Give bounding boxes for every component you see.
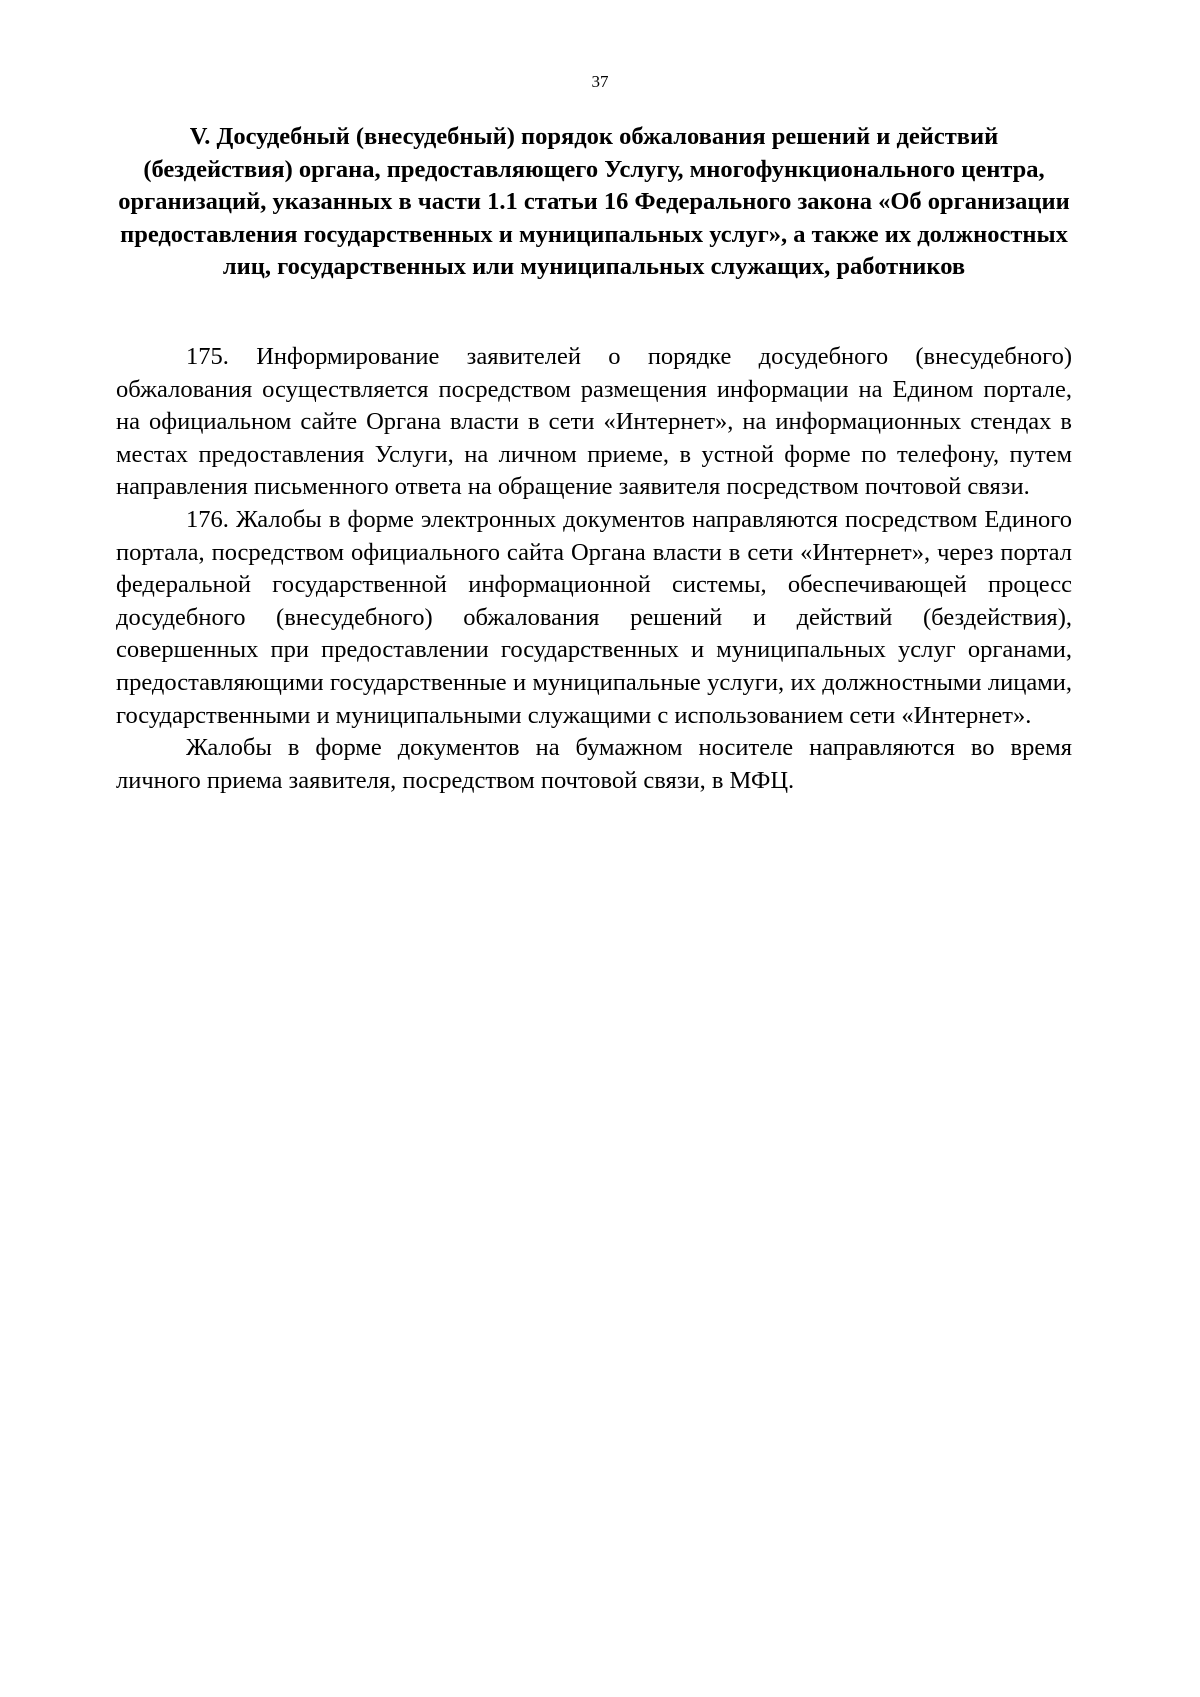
- paragraph-paper-complaints: Жалобы в форме документов на бумажном носителе направляются во время личного приема заявителя, посредством почтовой связи, в МФЦ.: [116, 734, 1072, 794]
- page-number: 37: [591, 72, 609, 91]
- section-heading: V. Досудебный (внесудебный) порядок обжалования решений и действий (бездействия) органа, предоставляющего Услугу, многофункционального центра, организаций, указанных в части 1.1 статьи 16 Федерального закона «Об организации предоставления государственных и муниципальных услуг», а также их должностных лиц, государственных или муниципальных служащих, работников: [118, 123, 1070, 280]
- document-body: [116, 341, 1072, 797]
- paragraph-176: 176. Жалобы в форме электронных документов направляются посредством Единого портала, посредством официального сайта Органа власти в сети «Интернет», через портал федеральной государственной информационной системы, обеспечивающей процесс досудебного (внесудебного) обжалования решений и действий (бездействия), совершенных при предоставлении государственных и муниципальных услуг органами, предоставляющими государственные и муниципальные услуги, их должностными лицами, государственными и муниципальными служащими с использованием сети «Интернет».: [116, 505, 1072, 729]
- paragraph-175: 175. Информирование заявителей о порядке досудебного (внесудебного) обжалования осуществляется посредством размещения информации на Едином портале, на официальном сайте Органа власти в сети «Интернет», на информационных стендах в местах предоставления Услуги, на личном приеме, в устной форме по телефону, путем направления письменного ответа на обращение заявителя посредством почтовой связи.: [116, 343, 1072, 501]
